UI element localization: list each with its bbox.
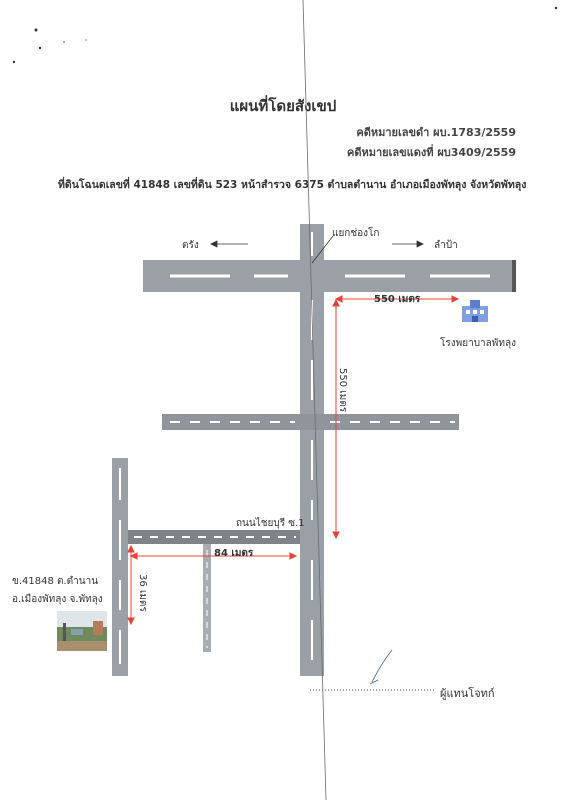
plot-photo xyxy=(57,611,107,651)
junction-label: แยกช่องโก xyxy=(332,228,380,239)
plot-distance-label: 36 เมตร xyxy=(137,574,148,612)
west-direction-label: ตรัง xyxy=(182,240,199,251)
signature-mark xyxy=(370,650,392,684)
black-case-number: คดีหมายเลขดำ ผบ.1783/2559 xyxy=(356,126,516,139)
vertical-distance-label: 550 เมตร xyxy=(337,368,348,413)
signature-label: ผู้แทนโจทก์ xyxy=(440,687,495,700)
side-road-distance-label: 84 เมตร xyxy=(214,548,254,559)
hospital-label: โรงพยาบาลพัทลุง xyxy=(440,338,516,349)
main-road-end xyxy=(512,260,516,292)
distance-lines xyxy=(128,296,458,624)
red-case-number: คดีหมายเลขแดงที่ ผบ3409/2559 xyxy=(346,146,516,159)
plot-label-line2: อ.เมืองพัทลุง จ.พัทลุง xyxy=(12,594,103,605)
hospital-icon xyxy=(462,300,488,322)
side-road-label: ถนนไชยบุรี ซ.1 xyxy=(236,518,305,529)
hospital-distance-label: 550 เมตร xyxy=(374,294,421,305)
map-title: แผนที่โดยสังเขป xyxy=(229,97,337,115)
east-direction-label: ลำป้า xyxy=(434,240,458,251)
deed-description: ที่ดินโฉนดเลขที่ 41848 เลขที่ดิน 523 หน้าสำรวจ 6375 ตำบลตำนาน อำเภอเมืองพัทลุง จังหวัดพัทลุง xyxy=(58,179,527,191)
plot-label-line1: ข.41848 ต.ตำนาน xyxy=(12,576,99,587)
